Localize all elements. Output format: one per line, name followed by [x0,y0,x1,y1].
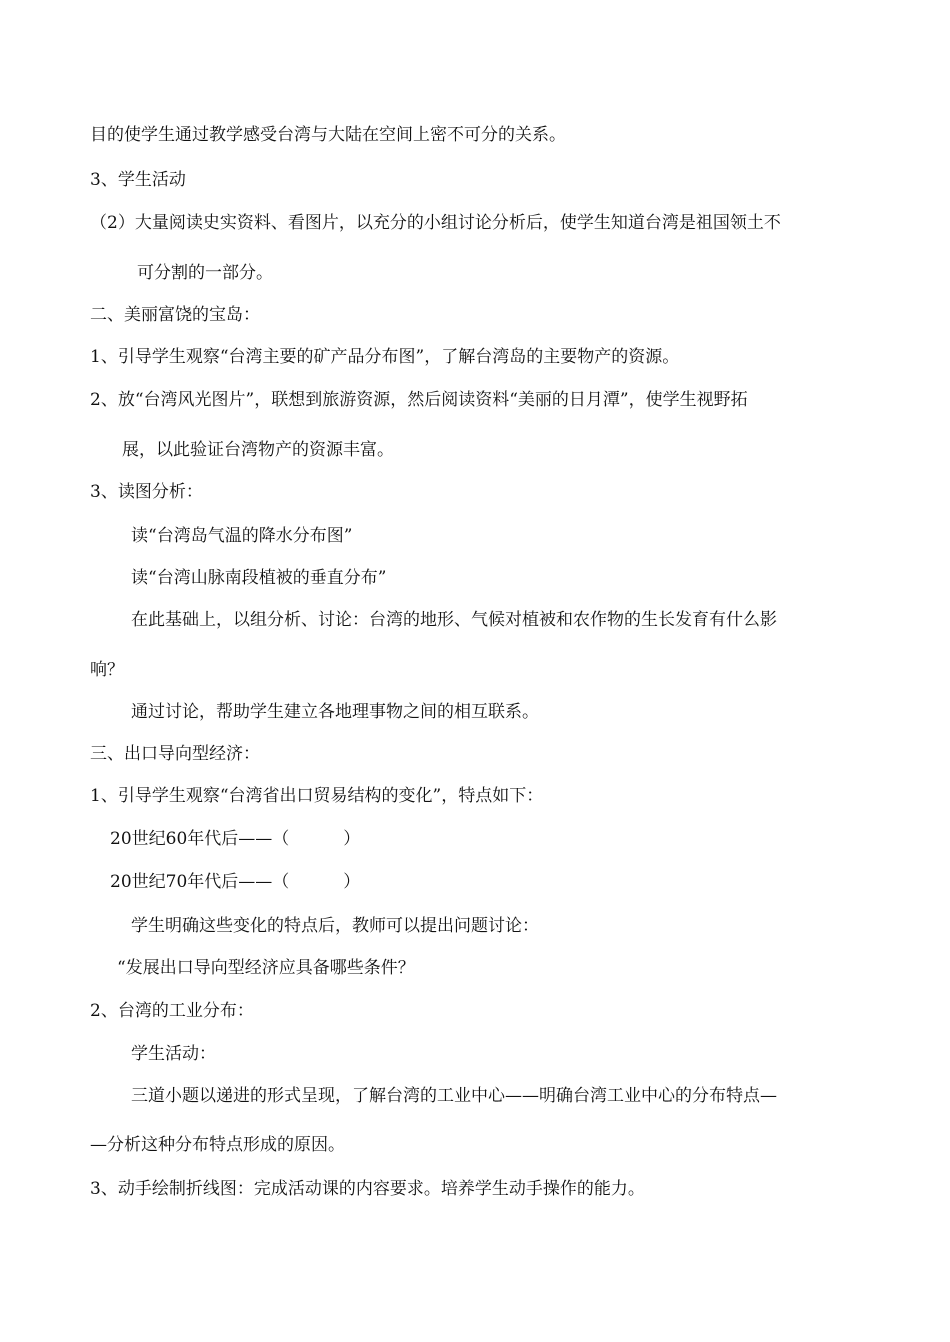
list-item-scenery-pictures-cont: 展，以此验证台湾物产的资源丰富。 [122,440,394,460]
list-item-industry-distribution: 2、台湾的工业分布： [90,1001,254,1021]
list-item-line-chart: 3、动手绘制折线图：完成活动课的内容要求。培养学生动手操作的能力。 [90,1179,645,1199]
map-reading-temperature: 读“台湾岛气温的降水分布图” [131,526,353,546]
paragraph-discussion: 在此基础上，以组分析、讨论：台湾的地形、气候对植被和农作物的生长发育有什么影 [131,610,777,630]
paragraph-reading-materials: （2）大量阅读史实资料、看图片，以充分的小组讨论分析后，使学生知道台湾是祖国领土不 [90,213,781,233]
paragraph-discussion-cont: 响？ [90,660,124,680]
discussion-question: “发展出口导向型经济应具备哪些条件？ [117,958,415,978]
paragraph-three-questions: 三道小题以递进的形式呈现，了解台湾的工业中心——明确台湾工业中心的分布特点— [131,1086,777,1106]
paragraph-teacher-question: 学生明确这些变化的特点后，教师可以提出问题讨论： [131,916,539,936]
section-heading-export-economy: 三、出口导向型经济： [90,744,260,764]
heading-student-activity: 3、学生活动 [90,170,186,190]
label-student-activity: 学生活动： [131,1044,216,1064]
list-item-mineral-map: 1、引导学生观察“台湾主要的矿产品分布图”，了解台湾岛的主要物产的资源。 [90,347,680,367]
paragraph-purpose: 目的使学生通过教学感受台湾与大陆在空间上密不可分的关系。 [90,125,566,145]
list-item-export-structure: 1、引导学生观察“台湾省出口贸易结构的变化”，特点如下： [90,786,544,806]
paragraph-reading-materials-cont: 可分割的一部分。 [137,263,273,283]
blank-1960s: 20世纪60年代后——（ ） [110,829,361,849]
map-reading-vegetation: 读“台湾山脉南段植被的垂直分布” [131,568,387,588]
list-item-scenery-pictures: 2、放“台湾风光图片”，联想到旅游资源，然后阅读资料“美丽的日月潭”，使学生视野拓 [90,390,748,410]
blank-1970s: 20世纪70年代后——（ ） [110,872,361,892]
paragraph-three-questions-cont: —分析这种分布特点形成的原因。 [90,1135,345,1155]
list-item-map-analysis: 3、读图分析： [90,482,203,502]
section-heading-treasure-island: 二、美丽富饶的宝岛： [90,305,260,325]
paragraph-discussion-result: 通过讨论，帮助学生建立各地理事物之间的相互联系。 [131,702,539,722]
